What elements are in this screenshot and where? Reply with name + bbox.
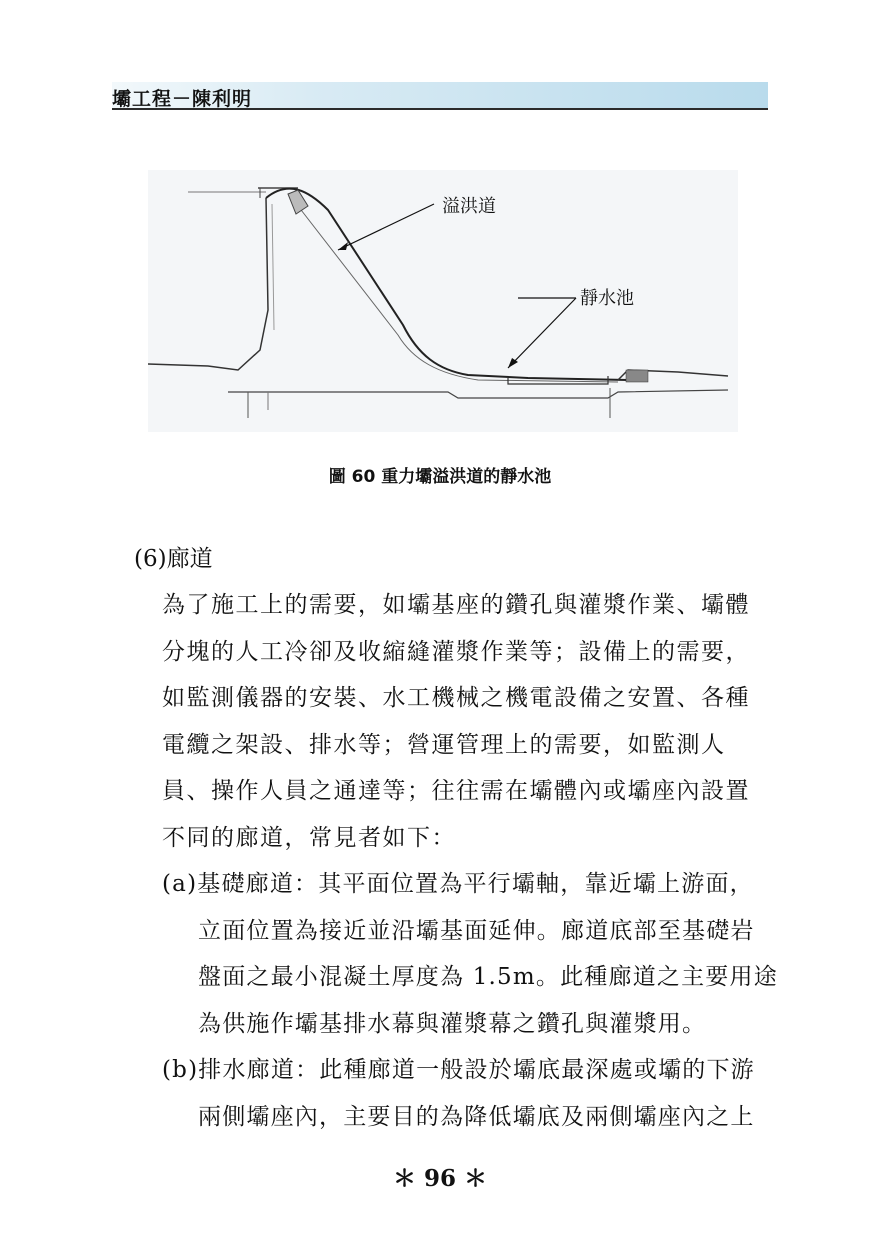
section-paragraph [162, 582, 772, 861]
dam-section-drawing [148, 170, 738, 432]
paragraph-line: 電纜之架設、排水等；營運管理上的需要，如監測人 [162, 731, 726, 758]
spillway-label: 溢洪道 [442, 196, 496, 217]
item-line: 兩側壩座內，主要目的為降低壩底及兩側壩座內之上 [198, 1103, 755, 1130]
list-item-drainage-gallery [162, 1047, 772, 1140]
figure-caption: 圖 60 重力壩溢洪道的靜水池 [328, 467, 552, 487]
item-line: (a)基礎廊道：其平面位置為平行壩軸，靠近壩上游面， [162, 871, 754, 897]
stilling-basin-label: 靜水池 [580, 288, 634, 309]
item-line: (b)排水廊道：此種廊道一般設於壩底最深處或壩的下游 [162, 1057, 755, 1083]
dam-spillway-figure [148, 170, 738, 432]
paragraph-line: 為了施工上的需要，如壩基座的鑽孔與灌漿作業、壩體 [162, 592, 750, 618]
page-number: ＊ 96 ＊ [392, 1165, 488, 1192]
paragraph-line: 不同的廊道，常見者如下： [162, 824, 456, 851]
item-line: 立面位置為接近並沿壩基面延伸。廊道底部至基礎岩 [198, 917, 755, 944]
running-header [112, 82, 768, 110]
list-item-foundation-gallery [162, 861, 778, 1047]
header-title: 壩工程－陳利明 [112, 88, 253, 110]
paragraph-line: 員、操作人員之通達等；往往需在壩體內或壩座內設置 [162, 778, 750, 804]
paragraph-line: 如監測儀器的安裝、水工機械之機電設備之安置、各種 [162, 685, 750, 711]
section-heading: (6)廊道 [134, 546, 213, 572]
paragraph-line: 分塊的人工冷卻及收縮縫灌漿作業等；設備上的需要， [162, 638, 750, 665]
item-line: 為供施作壩基排水幕與灌漿幕之鑽孔與灌漿用。 [198, 1010, 707, 1037]
item-line: 盤面之最小混凝土厚度為 1.5m。此種廊道之主要用途 [198, 964, 778, 990]
